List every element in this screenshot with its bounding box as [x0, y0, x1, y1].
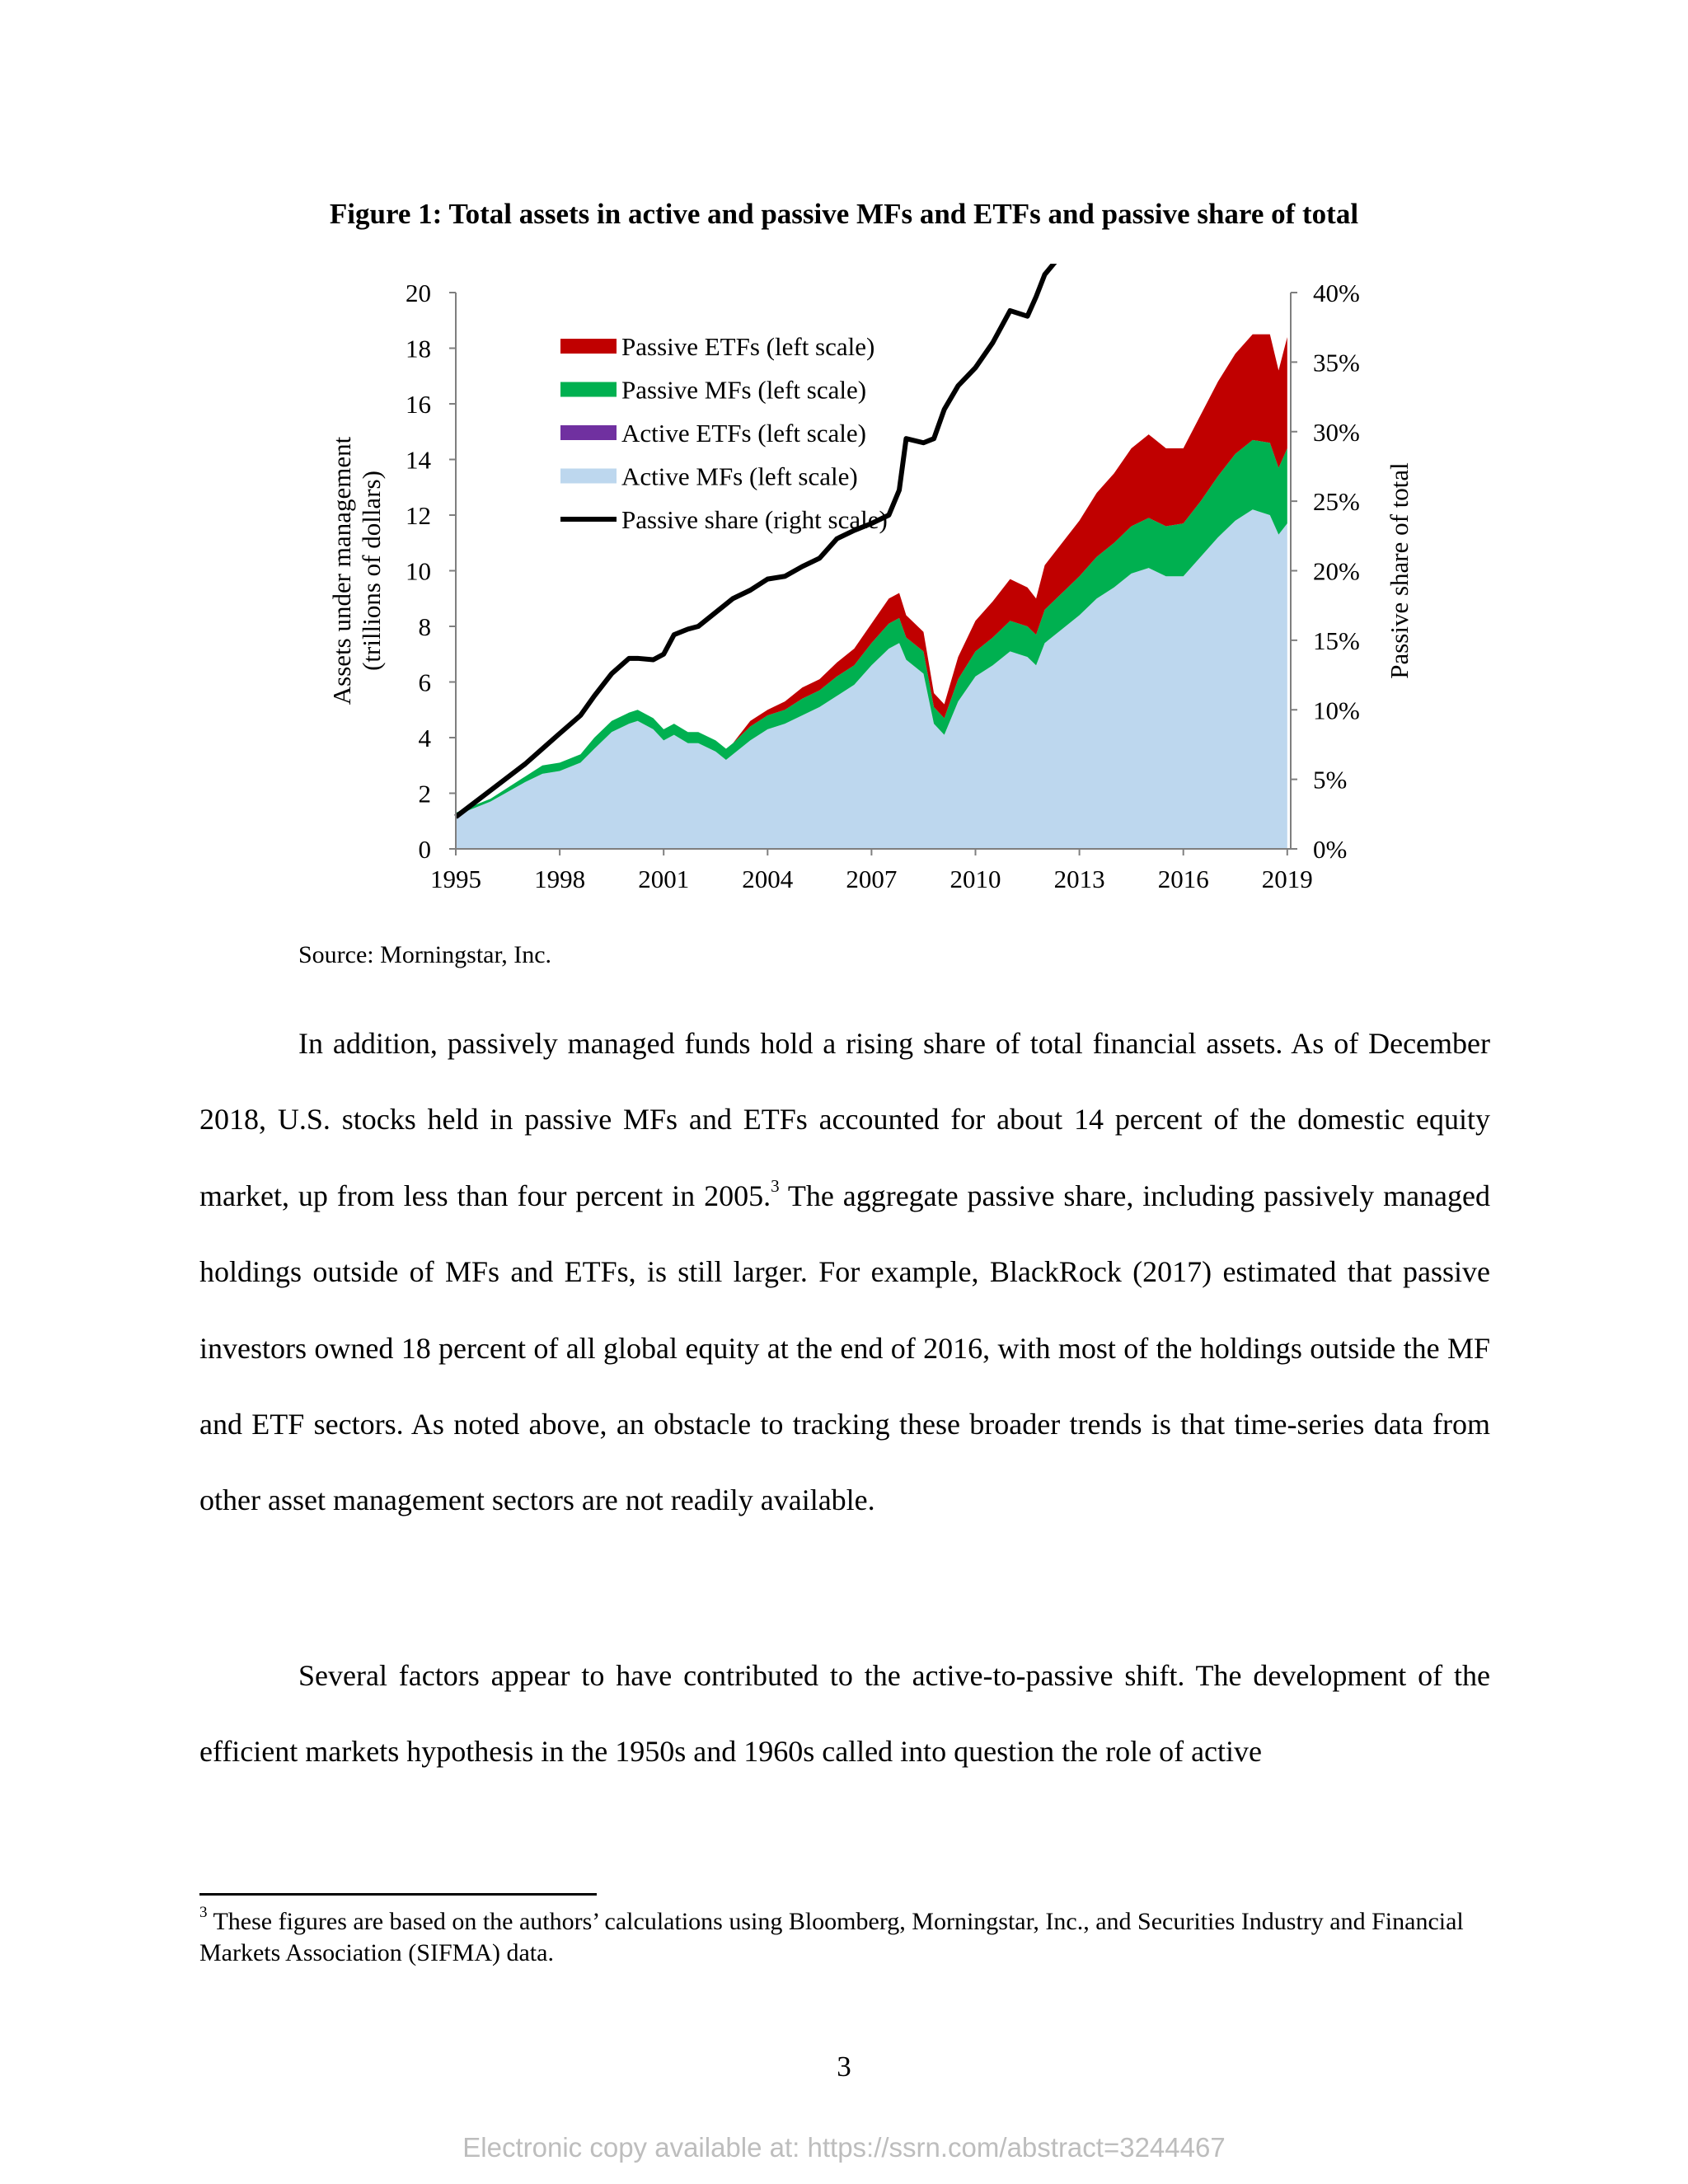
right-tick-label: 35% [1313, 348, 1360, 377]
left-tick-label: 12 [406, 501, 431, 530]
figure-chart [313, 264, 1418, 907]
right-tick-label: 15% [1313, 626, 1360, 655]
paragraph-text-continued: The aggregate passive share, including passively managed holdings outside of MFs and ETFs, is still larger. For example, BlackRock (2017) estimated that passive investors owned 18 percent of all global equity at the end of 2016, with most of the holdings outside the MF and ETF sectors. As noted above, an obstacle to tracking these broader trends is that time-series data from other asset management sectors are not readily available. [199, 1179, 1491, 1517]
left-tick-label: 10 [406, 556, 431, 586]
left-tick-label: 6 [418, 668, 431, 697]
left-tick-label: 0 [418, 835, 431, 864]
body-paragraph-2 [199, 1638, 1490, 1790]
x-tick-label: 2016 [1157, 865, 1209, 893]
x-tick-label: 1998 [534, 865, 586, 893]
body-paragraph-1 [199, 1005, 1490, 1539]
x-tick-label: 2004 [742, 865, 794, 893]
x-tick-label: 2013 [1053, 865, 1105, 893]
y-axis-title-line: Assets under management [327, 436, 356, 705]
x-tick-label: 2010 [950, 865, 1001, 893]
legend-swatch [560, 339, 617, 354]
page-number: 3 [837, 2050, 851, 2083]
footnote-reference[interactable]: 3 [771, 1175, 780, 1196]
x-tick-label: 2019 [1261, 865, 1313, 893]
footnote [199, 1906, 1490, 1969]
legend-swatch [560, 425, 617, 440]
legend-label: Passive MFs (left scale) [621, 375, 867, 405]
ssrn-watermark[interactable]: Electronic copy available at: https://ssrn.com/abstract=3244467 [462, 2132, 1226, 2163]
legend-label: Passive ETFs (left scale) [621, 332, 875, 361]
figure-title: Figure 1: Total assets in active and passive MFs and ETFs and passive share of total [329, 198, 1359, 230]
y2-axis-title: Passive share of total [1385, 462, 1414, 679]
right-tick-label: 20% [1313, 556, 1360, 586]
right-tick-label: 25% [1313, 487, 1360, 517]
right-tick-label: 5% [1313, 765, 1348, 794]
x-tick-label: 2007 [846, 865, 898, 893]
x-tick-label: 2001 [638, 865, 690, 893]
left-tick-label: 4 [418, 724, 431, 752]
paragraph-text: Several factors appear to have contributed to the active-to-passive shift. The development of the efficient markets hypothesis in the 1950s and 1960s called into question the role of active [199, 1659, 1490, 1769]
right-tick-label: 30% [1313, 417, 1360, 447]
footnote-divider [199, 1893, 597, 1896]
y-axis-title [327, 436, 386, 705]
footnote-text: These figures are based on the authors’ calculations using Bloomberg, Morningstar, Inc., and Securities Industry and Financial Markets Association (SIFMA) data. [199, 1908, 1464, 1966]
left-tick-label: 18 [406, 334, 431, 363]
right-tick-label: 10% [1313, 696, 1360, 725]
legend-label: Passive share (right scale) [621, 505, 888, 534]
right-tick-label: 0% [1313, 835, 1348, 864]
legend-swatch [560, 382, 617, 397]
x-tick-label: 1995 [430, 865, 481, 893]
paragraph-text: In addition, passively managed funds hold a rising share of total financial assets. As of December 2018, U.S. stocks held in passive MFs and ETFs accounted for about 14 percent of the domestic equity market, up from less than four percent in 2005. [199, 1027, 1490, 1212]
legend-label: Active MFs (left scale) [621, 462, 858, 491]
left-tick-label: 16 [406, 390, 431, 419]
legend-label: Active ETFs (left scale) [621, 419, 866, 448]
left-tick-label: 20 [406, 279, 431, 307]
figure-source: Source: Morningstar, Inc. [298, 941, 552, 968]
footnote-mark: 3 [199, 1904, 208, 1921]
right-tick-label: 40% [1313, 279, 1360, 307]
left-tick-label: 2 [418, 779, 431, 808]
legend-swatch [560, 469, 617, 484]
left-tick-label: 14 [406, 445, 431, 475]
y-axis-title-line: (trillions of dollars) [357, 471, 386, 671]
left-tick-label: 8 [418, 612, 431, 641]
